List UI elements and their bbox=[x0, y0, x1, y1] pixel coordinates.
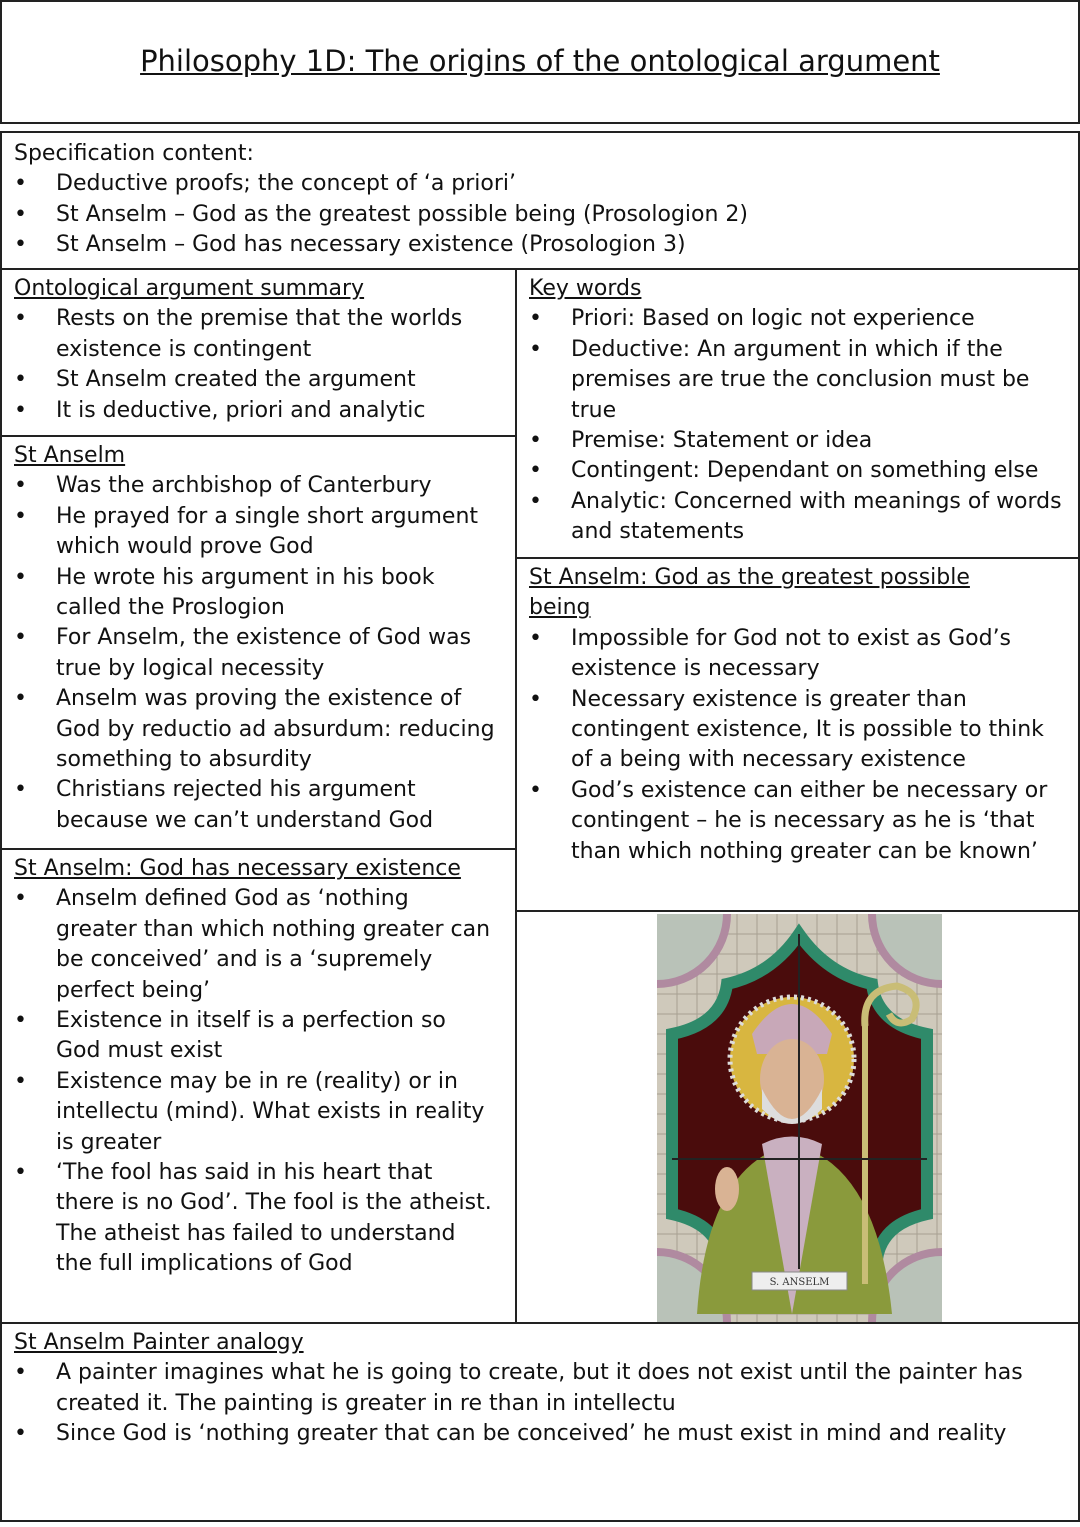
bullet-item: • ‘The fool has said in his heart that there is no God’. The fool is the atheist. The atheist has failed to understand the full implications of God bbox=[14, 1158, 493, 1280]
summary-list bbox=[14, 304, 503, 426]
bullet-item: • Contingent: Dependant on something else bbox=[529, 456, 1066, 486]
summary-box bbox=[0, 268, 517, 437]
title-box bbox=[0, 0, 1080, 124]
bullet-item: • He wrote his argument in his book called the Proslogion bbox=[14, 563, 503, 624]
spec-heading: Specification content: bbox=[14, 141, 254, 166]
keywords-box bbox=[515, 268, 1080, 559]
bullet-item: • A painter imagines what he is going to create, but it does not exist until the painter has created it. The painting is greater in re than in intellectu bbox=[14, 1358, 1066, 1419]
bullet-item: • Priori: Based on logic not experience bbox=[529, 304, 1066, 334]
bullet-item: • Deductive proofs; the concept of ‘a priori’ bbox=[14, 169, 1066, 199]
spec-list bbox=[14, 169, 1066, 260]
bullet-item: • Existence may be in re (reality) or in intellectu (mind). What exists in reality is greater bbox=[14, 1067, 493, 1158]
keywords-list bbox=[529, 304, 1066, 547]
bullet-item: • Deductive: An argument in which if the premises are true the conclusion must be true bbox=[529, 335, 1066, 426]
bullet-item: • For Anselm, the existence of God was true by logical necessity bbox=[14, 623, 503, 684]
painter-box bbox=[0, 1322, 1080, 1522]
keywords-heading: Key words bbox=[529, 276, 642, 301]
bullet-item: • Christians rejected his argument because we can’t understand God bbox=[14, 775, 503, 836]
necessary-box bbox=[0, 848, 517, 1324]
bullet-item: • Anselm was proving the existence of God by reductio ad absurdum: reducing something to absurdity bbox=[14, 684, 503, 775]
summary-heading: Ontological argument summary bbox=[14, 276, 365, 301]
bullet-item: • St Anselm created the argument bbox=[14, 365, 499, 395]
page-title: Philosophy 1D: The origins of the ontological argument bbox=[140, 44, 940, 78]
greatest-list bbox=[529, 624, 1066, 867]
bullet-item: • Was the archbishop of Canterbury bbox=[14, 471, 503, 501]
image-box bbox=[515, 910, 1080, 1324]
image-caption: S. ANSELM bbox=[769, 1277, 830, 1288]
painter-list bbox=[14, 1358, 1066, 1449]
greatest-box bbox=[515, 557, 1080, 912]
necessary-heading: St Anselm: God has necessary existence bbox=[14, 856, 461, 881]
necessary-list bbox=[14, 884, 503, 1279]
bullet-item: • Impossible for God not to exist as God’s existence is necessary bbox=[529, 624, 1066, 685]
bullet-item: • It is deductive, priori and analytic bbox=[14, 396, 499, 426]
anselm-box bbox=[0, 435, 517, 850]
bullet-item: • God’s existence can either be necessary or contingent – he is necessary as he is ‘that than which nothing greater can be known’ bbox=[529, 776, 1066, 867]
bullet-item: • He prayed for a single short argument which would prove God bbox=[14, 502, 503, 563]
bullet-item: • Anselm defined God as ‘nothing greater than which nothing greater can be conceived’ and is a ‘supremely perfect being’ bbox=[14, 884, 493, 1006]
bullet-item: • St Anselm – God as the greatest possible being (Prosologion 2) bbox=[14, 200, 1066, 230]
anselm-list bbox=[14, 471, 503, 836]
bullet-item: • Analytic: Concerned with meanings of words and statements bbox=[529, 487, 1066, 548]
greatest-heading: St Anselm: God as the greatest possible being bbox=[529, 565, 970, 621]
bullet-item: • Existence in itself is a perfection so God must exist bbox=[14, 1006, 493, 1067]
painter-heading: St Anselm Painter analogy bbox=[14, 1330, 304, 1355]
bullet-item: • Premise: Statement or idea bbox=[529, 426, 1066, 456]
bullet-item: • Rests on the premise that the worlds existence is contingent bbox=[14, 304, 499, 365]
anselm-heading: St Anselm bbox=[14, 443, 126, 468]
bullet-item: • St Anselm – God has necessary existence (Prosologion 3) bbox=[14, 230, 1066, 260]
spec-box bbox=[0, 131, 1080, 270]
bullet-item: • Since God is ‘nothing greater that can be conceived’ he must exist in mind and reality bbox=[14, 1419, 1066, 1449]
stained-glass-image bbox=[657, 914, 942, 1322]
bullet-item: • Necessary existence is greater than contingent existence, It is possible to think of a being with necessary existence bbox=[529, 685, 1066, 776]
